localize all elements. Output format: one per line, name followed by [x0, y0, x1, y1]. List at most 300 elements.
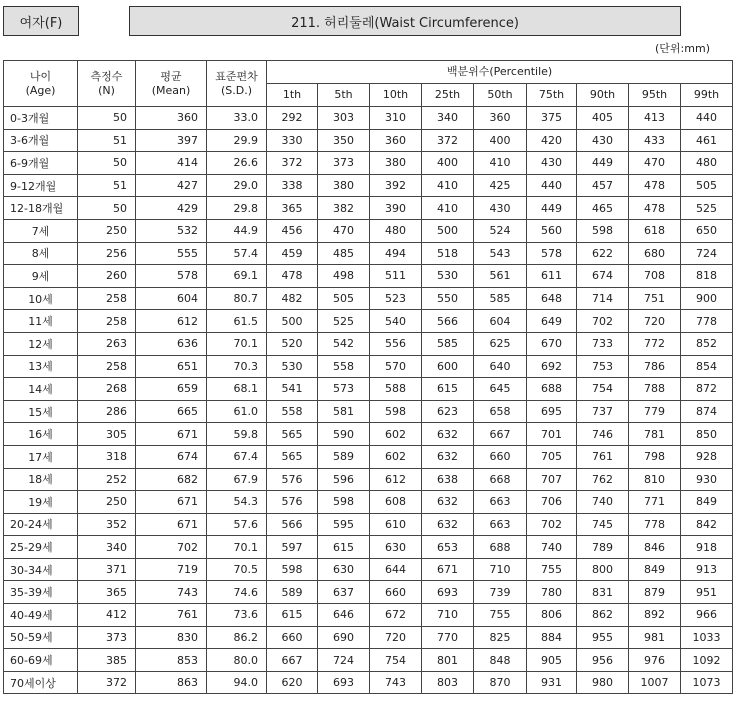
value-cell: 360 [370, 129, 422, 152]
value-cell: 632 [422, 423, 474, 446]
value-cell: 561 [474, 265, 527, 288]
value-cell: 701 [527, 423, 577, 446]
value-cell: 470 [629, 152, 681, 175]
age-cell: 70세이상 [4, 671, 78, 694]
age-cell: 30-34세 [4, 558, 78, 581]
age-cell: 60-69세 [4, 649, 78, 672]
value-cell: 494 [370, 242, 422, 265]
value-cell: 803 [422, 671, 474, 694]
age-cell: 25-29세 [4, 536, 78, 559]
value-cell: 980 [577, 671, 629, 694]
value-cell: 737 [577, 400, 629, 423]
value-cell: 350 [318, 129, 370, 152]
table-row [4, 152, 733, 175]
age-cell: 18세 [4, 468, 78, 491]
value-cell: 779 [629, 400, 681, 423]
value-cell: 543 [474, 242, 527, 265]
value-cell: 707 [527, 468, 577, 491]
value-cell: 663 [474, 491, 527, 514]
value-cell: 798 [629, 445, 681, 468]
value-cell: 905 [527, 649, 577, 672]
value-cell: 780 [527, 581, 577, 604]
value-cell: 632 [422, 513, 474, 536]
value-cell: 611 [527, 265, 577, 288]
value-cell: 830 [136, 626, 207, 649]
value-cell: 478 [629, 197, 681, 220]
value-cell: 70.3 [207, 355, 267, 378]
value-cell: 57.4 [207, 242, 267, 265]
value-cell: 480 [370, 219, 422, 242]
value-cell: 373 [318, 152, 370, 175]
value-cell: 405 [577, 107, 629, 130]
value-cell: 653 [422, 536, 474, 559]
value-cell: 330 [267, 129, 318, 152]
value-cell: 80.7 [207, 287, 267, 310]
value-cell: 478 [629, 174, 681, 197]
table-row [4, 265, 733, 288]
value-cell: 74.6 [207, 581, 267, 604]
value-cell: 542 [318, 332, 370, 355]
value-cell: 900 [681, 287, 733, 310]
value-cell: 540 [370, 310, 422, 333]
value-cell: 50 [78, 152, 136, 175]
value-cell: 352 [78, 513, 136, 536]
value-cell: 702 [527, 513, 577, 536]
value-cell: 61.5 [207, 310, 267, 333]
age-cell: 15세 [4, 400, 78, 423]
value-cell: 550 [422, 287, 474, 310]
value-cell: 380 [318, 174, 370, 197]
value-cell: 566 [422, 310, 474, 333]
value-cell: 565 [267, 423, 318, 446]
col-percentile-50th: 50th [474, 84, 527, 107]
value-cell: 478 [267, 265, 318, 288]
value-cell: 645 [474, 378, 527, 401]
value-cell: 608 [370, 491, 422, 514]
age-cell: 17세 [4, 445, 78, 468]
value-cell: 762 [577, 468, 629, 491]
value-cell: 86.2 [207, 626, 267, 649]
value-cell: 688 [527, 378, 577, 401]
value-cell: 61.0 [207, 400, 267, 423]
value-cell: 612 [136, 310, 207, 333]
col-mean: 평균 (Mean) [136, 61, 207, 107]
age-cell: 6-9개월 [4, 152, 78, 175]
value-cell: 604 [474, 310, 527, 333]
value-cell: 69.1 [207, 265, 267, 288]
col-percentile-75th: 75th [527, 84, 577, 107]
value-cell: 457 [577, 174, 629, 197]
value-cell: 842 [681, 513, 733, 536]
value-cell: 668 [474, 468, 527, 491]
value-cell: 710 [422, 604, 474, 627]
value-cell: 733 [577, 332, 629, 355]
value-cell: 565 [267, 445, 318, 468]
value-cell: 770 [422, 626, 474, 649]
value-cell: 318 [78, 445, 136, 468]
value-cell: 743 [370, 671, 422, 694]
value-cell: 831 [577, 581, 629, 604]
value-cell: 931 [527, 671, 577, 694]
col-age: 나이 (Age) [4, 61, 78, 107]
table-row [4, 491, 733, 514]
value-cell: 705 [527, 445, 577, 468]
value-cell: 500 [267, 310, 318, 333]
value-cell: 719 [136, 558, 207, 581]
value-cell: 810 [629, 468, 681, 491]
table-row [4, 423, 733, 446]
value-cell: 743 [136, 581, 207, 604]
value-cell: 505 [318, 287, 370, 310]
value-cell: 630 [370, 536, 422, 559]
value-cell: 772 [629, 332, 681, 355]
value-cell: 778 [681, 310, 733, 333]
value-cell: 850 [681, 423, 733, 446]
value-cell: 615 [422, 378, 474, 401]
age-cell: 11세 [4, 310, 78, 333]
value-cell: 449 [527, 197, 577, 220]
value-cell: 585 [474, 287, 527, 310]
value-cell: 818 [681, 265, 733, 288]
table-row [4, 107, 733, 130]
value-cell: 781 [629, 423, 681, 446]
waist-table [3, 60, 733, 694]
value-cell: 433 [629, 129, 681, 152]
value-cell: 73.6 [207, 604, 267, 627]
value-cell: 852 [681, 332, 733, 355]
value-cell: 660 [267, 626, 318, 649]
value-cell: 51 [78, 129, 136, 152]
value-cell: 602 [370, 423, 422, 446]
value-cell: 638 [422, 468, 474, 491]
value-cell: 371 [78, 558, 136, 581]
value-cell: 360 [136, 107, 207, 130]
value-cell: 600 [422, 355, 474, 378]
value-cell: 659 [136, 378, 207, 401]
value-cell: 511 [370, 265, 422, 288]
value-cell: 589 [267, 581, 318, 604]
value-cell: 29.8 [207, 197, 267, 220]
col-sd: 표준편차 (S.D.) [207, 61, 267, 107]
value-cell: 708 [629, 265, 681, 288]
value-cell: 523 [370, 287, 422, 310]
value-cell: 430 [527, 152, 577, 175]
col-percentile-25th: 25th [422, 84, 474, 107]
value-cell: 558 [318, 355, 370, 378]
value-cell: 710 [474, 558, 527, 581]
value-cell: 615 [318, 536, 370, 559]
age-cell: 16세 [4, 423, 78, 446]
age-cell: 12세 [4, 332, 78, 355]
value-cell: 372 [422, 129, 474, 152]
value-cell: 598 [267, 558, 318, 581]
table-row [4, 536, 733, 559]
value-cell: 650 [681, 219, 733, 242]
value-cell: 256 [78, 242, 136, 265]
age-cell: 20-24세 [4, 513, 78, 536]
value-cell: 400 [422, 152, 474, 175]
value-cell: 649 [527, 310, 577, 333]
value-cell: 525 [681, 197, 733, 220]
value-cell: 585 [422, 332, 474, 355]
value-cell: 29.0 [207, 174, 267, 197]
value-cell: 849 [629, 558, 681, 581]
value-cell: 500 [422, 219, 474, 242]
value-cell: 789 [577, 536, 629, 559]
age-cell: 7세 [4, 219, 78, 242]
value-cell: 754 [577, 378, 629, 401]
value-cell: 576 [267, 468, 318, 491]
value-cell: 67.4 [207, 445, 267, 468]
age-cell: 14세 [4, 378, 78, 401]
value-cell: 644 [370, 558, 422, 581]
table-row [4, 649, 733, 672]
value-cell: 682 [136, 468, 207, 491]
value-cell: 400 [474, 129, 527, 152]
value-cell: 305 [78, 423, 136, 446]
age-cell: 40-49세 [4, 604, 78, 627]
table-row [4, 558, 733, 581]
value-cell: 632 [422, 445, 474, 468]
value-cell: 671 [422, 558, 474, 581]
value-cell: 578 [136, 265, 207, 288]
value-cell: 667 [474, 423, 527, 446]
value-cell: 372 [78, 671, 136, 694]
col-percentile-group: 백분위수(Percentile) [267, 61, 733, 84]
value-cell: 410 [422, 174, 474, 197]
table-row [4, 310, 733, 333]
value-cell: 570 [370, 355, 422, 378]
value-cell: 665 [136, 400, 207, 423]
value-cell: 440 [527, 174, 577, 197]
table-row [4, 400, 733, 423]
value-cell: 68.1 [207, 378, 267, 401]
value-cell: 618 [629, 219, 681, 242]
value-cell: 57.6 [207, 513, 267, 536]
col-percentile-99th: 99th [681, 84, 733, 107]
value-cell: 250 [78, 491, 136, 514]
value-cell: 693 [422, 581, 474, 604]
value-cell: 70.1 [207, 536, 267, 559]
value-cell: 702 [577, 310, 629, 333]
value-cell: 806 [527, 604, 577, 627]
value-cell: 520 [267, 332, 318, 355]
value-cell: 80.0 [207, 649, 267, 672]
value-cell: 671 [136, 513, 207, 536]
value-cell: 720 [370, 626, 422, 649]
value-cell: 581 [318, 400, 370, 423]
value-cell: 263 [78, 332, 136, 355]
value-cell: 456 [267, 219, 318, 242]
value-cell: 863 [136, 671, 207, 694]
value-cell: 465 [577, 197, 629, 220]
value-cell: 375 [527, 107, 577, 130]
value-cell: 430 [577, 129, 629, 152]
value-cell: 459 [267, 242, 318, 265]
value-cell: 410 [474, 152, 527, 175]
value-cell: 714 [577, 287, 629, 310]
value-cell: 771 [629, 491, 681, 514]
value-cell: 94.0 [207, 671, 267, 694]
table-row [4, 197, 733, 220]
value-cell: 688 [474, 536, 527, 559]
value-cell: 602 [370, 445, 422, 468]
value-cell: 670 [527, 332, 577, 355]
value-cell: 485 [318, 242, 370, 265]
table-row [4, 287, 733, 310]
value-cell: 625 [474, 332, 527, 355]
value-cell: 693 [318, 671, 370, 694]
value-cell: 482 [267, 287, 318, 310]
col-percentile-10th: 10th [370, 84, 422, 107]
value-cell: 951 [681, 581, 733, 604]
value-cell: 660 [474, 445, 527, 468]
value-cell: 801 [422, 649, 474, 672]
value-cell: 615 [267, 604, 318, 627]
value-cell: 430 [474, 197, 527, 220]
value-cell: 258 [78, 355, 136, 378]
value-cell: 692 [527, 355, 577, 378]
value-cell: 573 [318, 378, 370, 401]
value-cell: 410 [422, 197, 474, 220]
value-cell: 530 [422, 265, 474, 288]
value-cell: 604 [136, 287, 207, 310]
value-cell: 862 [577, 604, 629, 627]
col-percentile-1th: 1th [267, 84, 318, 107]
value-cell: 340 [78, 536, 136, 559]
value-cell: 70.5 [207, 558, 267, 581]
value-cell: 598 [577, 219, 629, 242]
value-cell: 663 [474, 513, 527, 536]
value-cell: 848 [474, 649, 527, 672]
table-row [4, 468, 733, 491]
value-cell: 54.3 [207, 491, 267, 514]
unit-label: (단위:mm) [655, 42, 710, 55]
age-cell: 13세 [4, 355, 78, 378]
value-cell: 595 [318, 513, 370, 536]
value-cell: 870 [474, 671, 527, 694]
value-cell: 525 [318, 310, 370, 333]
value-cell: 365 [267, 197, 318, 220]
value-cell: 286 [78, 400, 136, 423]
value-cell: 59.8 [207, 423, 267, 446]
age-cell: 12-18개월 [4, 197, 78, 220]
value-cell: 588 [370, 378, 422, 401]
value-cell: 918 [681, 536, 733, 559]
value-cell: 1007 [629, 671, 681, 694]
value-cell: 340 [422, 107, 474, 130]
value-cell: 365 [78, 581, 136, 604]
value-cell: 879 [629, 581, 681, 604]
value-cell: 695 [527, 400, 577, 423]
age-cell: 19세 [4, 491, 78, 514]
table-row [4, 174, 733, 197]
value-cell: 956 [577, 649, 629, 672]
value-cell: 745 [577, 513, 629, 536]
value-cell: 874 [681, 400, 733, 423]
age-cell: 3-6개월 [4, 129, 78, 152]
table-row [4, 129, 733, 152]
value-cell: 560 [527, 219, 577, 242]
value-cell: 413 [629, 107, 681, 130]
table-row [4, 671, 733, 694]
value-cell: 746 [577, 423, 629, 446]
value-cell: 667 [267, 649, 318, 672]
value-cell: 67.9 [207, 468, 267, 491]
age-cell: 50-59세 [4, 626, 78, 649]
value-cell: 372 [267, 152, 318, 175]
age-cell: 9세 [4, 265, 78, 288]
value-cell: 440 [681, 107, 733, 130]
value-cell: 303 [318, 107, 370, 130]
value-cell: 623 [422, 400, 474, 423]
value-cell: 754 [370, 649, 422, 672]
col-percentile-5th: 5th [318, 84, 370, 107]
value-cell: 872 [681, 378, 733, 401]
value-cell: 50 [78, 107, 136, 130]
value-cell: 598 [370, 400, 422, 423]
value-cell: 928 [681, 445, 733, 468]
value-cell: 658 [474, 400, 527, 423]
value-cell: 640 [474, 355, 527, 378]
value-cell: 292 [267, 107, 318, 130]
table-row [4, 219, 733, 242]
value-cell: 690 [318, 626, 370, 649]
value-cell: 252 [78, 468, 136, 491]
value-cell: 498 [318, 265, 370, 288]
value-cell: 740 [527, 536, 577, 559]
col-percentile-95th: 95th [629, 84, 681, 107]
value-cell: 739 [474, 581, 527, 604]
value-cell: 338 [267, 174, 318, 197]
age-cell: 9-12개월 [4, 174, 78, 197]
value-cell: 800 [577, 558, 629, 581]
value-cell: 382 [318, 197, 370, 220]
value-cell: 1092 [681, 649, 733, 672]
value-cell: 420 [527, 129, 577, 152]
value-cell: 706 [527, 491, 577, 514]
value-cell: 930 [681, 468, 733, 491]
table-row [4, 378, 733, 401]
table-row [4, 604, 733, 627]
value-cell: 590 [318, 423, 370, 446]
value-cell: 392 [370, 174, 422, 197]
value-cell: 636 [136, 332, 207, 355]
table-row [4, 513, 733, 536]
gender-label: 여자(F) [3, 6, 79, 36]
value-cell: 518 [422, 242, 474, 265]
value-cell: 620 [267, 671, 318, 694]
value-cell: 884 [527, 626, 577, 649]
value-cell: 854 [681, 355, 733, 378]
value-cell: 360 [474, 107, 527, 130]
value-cell: 674 [136, 445, 207, 468]
value-cell: 449 [577, 152, 629, 175]
value-cell: 505 [681, 174, 733, 197]
value-cell: 470 [318, 219, 370, 242]
value-cell: 429 [136, 197, 207, 220]
value-cell: 955 [577, 626, 629, 649]
value-cell: 740 [577, 491, 629, 514]
value-cell: 29.9 [207, 129, 267, 152]
value-cell: 646 [318, 604, 370, 627]
col-n: 측정수 (N) [78, 61, 136, 107]
value-cell: 589 [318, 445, 370, 468]
value-cell: 648 [527, 287, 577, 310]
value-cell: 397 [136, 129, 207, 152]
value-cell: 268 [78, 378, 136, 401]
value-cell: 373 [78, 626, 136, 649]
